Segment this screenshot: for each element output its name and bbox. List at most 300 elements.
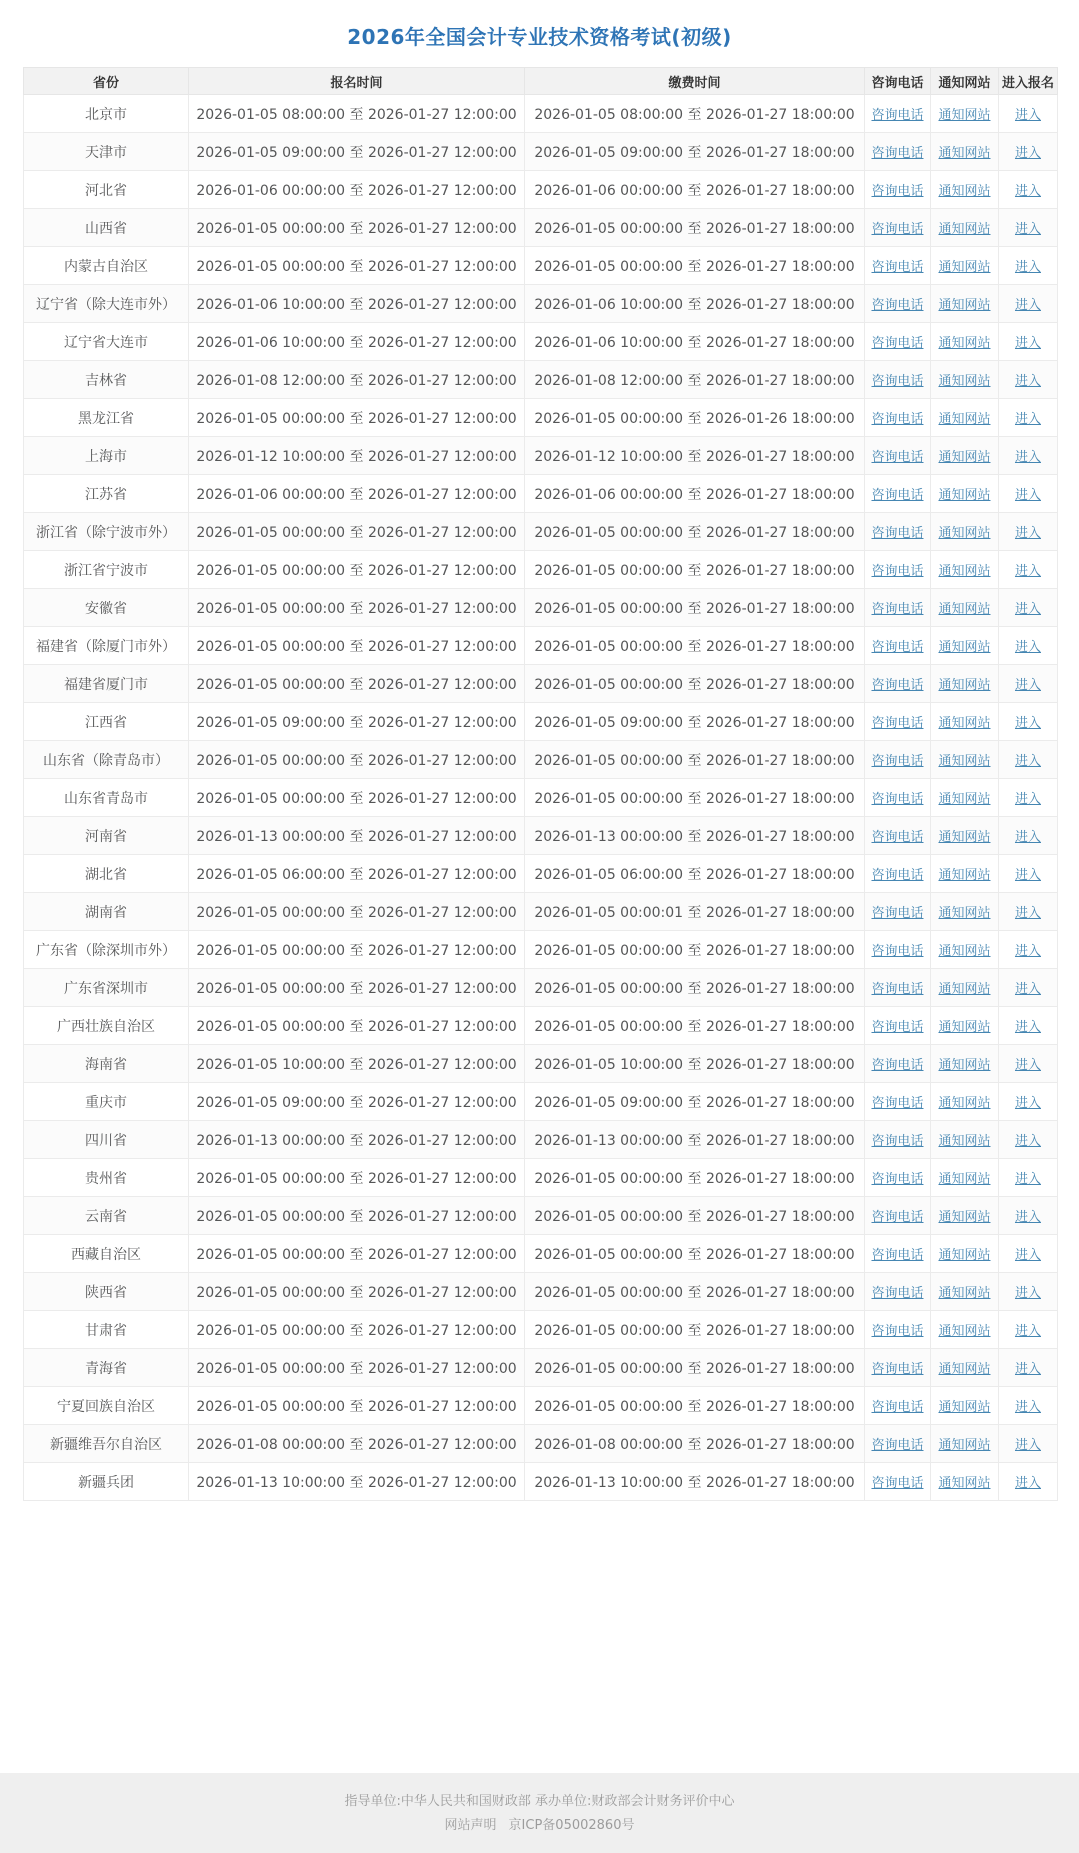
table-row: [24, 1083, 1058, 1121]
phone-link[interactable]: 咨询电话: [871, 1324, 924, 1339]
enter-cell: [999, 703, 1058, 741]
website-link[interactable]: 通知网站: [938, 298, 991, 313]
enter-cell: [999, 437, 1058, 475]
table-row: [24, 627, 1058, 665]
table-row: [24, 1235, 1058, 1273]
table-row: [24, 513, 1058, 551]
phone-link[interactable]: 咨询电话: [871, 374, 924, 389]
phone-cell: [865, 589, 931, 627]
phone-cell: [865, 551, 931, 589]
website-link[interactable]: 通知网站: [938, 1096, 991, 1111]
enter-link[interactable]: 进入: [1014, 146, 1041, 161]
phone-link[interactable]: 咨询电话: [871, 222, 924, 237]
phone-link[interactable]: 咨询电话: [871, 1096, 924, 1111]
phone-cell: [865, 209, 931, 247]
province-cell: 贵州省: [24, 1159, 189, 1197]
reg-time-cell: 2026-01-05 00:00:00 至 2026-01-27 12:00:00: [189, 1273, 525, 1311]
phone-link[interactable]: 咨询电话: [871, 906, 924, 921]
website-cell: [931, 1007, 999, 1045]
pay-time-cell: 2026-01-05 00:00:00 至 2026-01-27 18:00:00: [525, 627, 865, 665]
enter-cell: [999, 1463, 1058, 1501]
province-cell: 西藏自治区: [24, 1235, 189, 1273]
table-row: [24, 931, 1058, 969]
reg-time-cell: 2026-01-05 10:00:00 至 2026-01-27 12:00:00: [189, 1045, 525, 1083]
enter-link[interactable]: 进入: [1014, 1400, 1041, 1415]
phone-cell: [865, 1083, 931, 1121]
enter-link[interactable]: 进入: [1014, 1476, 1041, 1491]
website-link[interactable]: 通知网站: [938, 640, 991, 655]
enter-cell: [999, 969, 1058, 1007]
reg-time-cell: 2026-01-05 00:00:00 至 2026-01-27 12:00:00: [189, 931, 525, 969]
enter-link[interactable]: 进入: [1014, 222, 1041, 237]
phone-link[interactable]: 咨询电话: [871, 1476, 924, 1491]
province-cell: 福建省（除厦门市外）: [24, 627, 189, 665]
reg-time-cell: 2026-01-08 12:00:00 至 2026-01-27 12:00:00: [189, 361, 525, 399]
phone-link[interactable]: 咨询电话: [871, 640, 924, 655]
reg-time-cell: 2026-01-05 06:00:00 至 2026-01-27 12:00:00: [189, 855, 525, 893]
pay-time-cell: 2026-01-05 10:00:00 至 2026-01-27 18:00:00: [525, 1045, 865, 1083]
province-cell: 湖南省: [24, 893, 189, 931]
province-cell: 新疆兵团: [24, 1463, 189, 1501]
pay-time-cell: 2026-01-05 00:00:00 至 2026-01-27 18:00:00: [525, 513, 865, 551]
table-row: [24, 893, 1058, 931]
province-cell: 海南省: [24, 1045, 189, 1083]
pay-time-cell: 2026-01-06 00:00:00 至 2026-01-27 18:00:00: [525, 171, 865, 209]
enter-cell: [999, 95, 1058, 133]
website-cell: [931, 893, 999, 931]
table-row: [24, 817, 1058, 855]
phone-cell: [865, 1387, 931, 1425]
website-link[interactable]: 通知网站: [938, 1286, 991, 1301]
website-link[interactable]: 通知网站: [938, 450, 991, 465]
enter-link[interactable]: 进入: [1014, 1286, 1041, 1301]
enter-link[interactable]: 进入: [1014, 1172, 1041, 1187]
pay-time-cell: 2026-01-05 00:00:00 至 2026-01-27 18:00:00: [525, 779, 865, 817]
table-row: [24, 855, 1058, 893]
enter-cell: [999, 209, 1058, 247]
phone-cell: [865, 1235, 931, 1273]
enter-cell: [999, 1387, 1058, 1425]
website-cell: [931, 589, 999, 627]
phone-link[interactable]: 咨询电话: [871, 982, 924, 997]
phone-cell: [865, 133, 931, 171]
enter-cell: [999, 1197, 1058, 1235]
table-row: [24, 1463, 1058, 1501]
province-cell: 重庆市: [24, 1083, 189, 1121]
website-link[interactable]: 通知网站: [938, 602, 991, 617]
enter-link[interactable]: 进入: [1014, 260, 1041, 275]
pay-time-cell: 2026-01-05 00:00:00 至 2026-01-27 18:00:00: [525, 1349, 865, 1387]
website-cell: [931, 969, 999, 1007]
enter-cell: [999, 1425, 1058, 1463]
website-cell: [931, 1425, 999, 1463]
website-link[interactable]: 通知网站: [938, 944, 991, 959]
website-link[interactable]: 通知网站: [938, 792, 991, 807]
phone-link[interactable]: 咨询电话: [871, 792, 924, 807]
enter-link[interactable]: 进入: [1014, 792, 1041, 807]
province-cell: 广东省深圳市: [24, 969, 189, 1007]
reg-time-cell: 2026-01-05 00:00:00 至 2026-01-27 12:00:00: [189, 969, 525, 1007]
website-cell: [931, 1045, 999, 1083]
phone-link[interactable]: 咨询电话: [871, 260, 924, 275]
website-link[interactable]: 通知网站: [938, 526, 991, 541]
website-cell: [931, 817, 999, 855]
phone-link[interactable]: 咨询电话: [871, 412, 924, 427]
pay-time-cell: 2026-01-05 00:00:00 至 2026-01-26 18:00:00: [525, 399, 865, 437]
pay-time-cell: 2026-01-05 08:00:00 至 2026-01-27 18:00:00: [525, 95, 865, 133]
reg-time-cell: 2026-01-05 00:00:00 至 2026-01-27 12:00:00: [189, 551, 525, 589]
phone-cell: [865, 1349, 931, 1387]
phone-link[interactable]: 咨询电话: [871, 1210, 924, 1225]
province-cell: 辽宁省大连市: [24, 323, 189, 361]
province-cell: 吉林省: [24, 361, 189, 399]
phone-cell: [865, 247, 931, 285]
phone-link[interactable]: 咨询电话: [871, 488, 924, 503]
enter-cell: [999, 399, 1058, 437]
reg-time-cell: 2026-01-08 00:00:00 至 2026-01-27 12:00:00: [189, 1425, 525, 1463]
reg-time-cell: 2026-01-05 00:00:00 至 2026-01-27 12:00:00: [189, 1235, 525, 1273]
website-cell: [931, 1273, 999, 1311]
phone-cell: [865, 779, 931, 817]
phone-link[interactable]: 咨询电话: [871, 868, 924, 883]
site-statement-link[interactable]: 网站声明: [444, 1818, 497, 1833]
pay-time-cell: 2026-01-13 10:00:00 至 2026-01-27 18:00:00: [525, 1463, 865, 1501]
website-cell: [931, 855, 999, 893]
phone-link[interactable]: 咨询电话: [871, 184, 924, 199]
phone-link[interactable]: 咨询电话: [871, 564, 924, 579]
phone-cell: [865, 703, 931, 741]
phone-link[interactable]: 咨询电话: [871, 944, 924, 959]
enter-link[interactable]: 进入: [1014, 868, 1041, 883]
pay-time-cell: 2026-01-05 00:00:00 至 2026-01-27 18:00:00: [525, 969, 865, 1007]
enter-cell: [999, 741, 1058, 779]
phone-link[interactable]: 咨询电话: [871, 1286, 924, 1301]
website-cell: [931, 285, 999, 323]
header-phone: 咨询电话: [865, 68, 931, 95]
enter-cell: [999, 1159, 1058, 1197]
province-cell: 山东省青岛市: [24, 779, 189, 817]
header-website: 通知网站: [931, 68, 999, 95]
phone-link[interactable]: 咨询电话: [871, 830, 924, 845]
enter-cell: [999, 1273, 1058, 1311]
table-row: [24, 399, 1058, 437]
reg-time-cell: 2026-01-05 00:00:00 至 2026-01-27 12:00:00: [189, 665, 525, 703]
website-link[interactable]: 通知网站: [938, 412, 991, 427]
website-link[interactable]: 通知网站: [938, 222, 991, 237]
header-pay-time: 缴费时间: [525, 68, 865, 95]
website-link[interactable]: 通知网站: [938, 564, 991, 579]
phone-link[interactable]: 咨询电话: [871, 1020, 924, 1035]
enter-link[interactable]: 进入: [1014, 982, 1041, 997]
phone-cell: [865, 627, 931, 665]
phone-link[interactable]: 咨询电话: [871, 450, 924, 465]
enter-cell: [999, 475, 1058, 513]
pay-time-cell: 2026-01-05 00:00:00 至 2026-01-27 18:00:00: [525, 209, 865, 247]
phone-cell: [865, 1273, 931, 1311]
phone-link[interactable]: 咨询电话: [871, 298, 924, 313]
pay-time-cell: 2026-01-06 00:00:00 至 2026-01-27 18:00:00: [525, 475, 865, 513]
province-cell: 上海市: [24, 437, 189, 475]
website-cell: [931, 703, 999, 741]
website-link[interactable]: 通知网站: [938, 1438, 991, 1453]
pay-time-cell: 2026-01-05 00:00:00 至 2026-01-27 18:00:00: [525, 1235, 865, 1273]
website-link[interactable]: 通知网站: [938, 982, 991, 997]
enter-cell: [999, 1083, 1058, 1121]
reg-time-cell: 2026-01-05 00:00:00 至 2026-01-27 12:00:00: [189, 1349, 525, 1387]
website-cell: [931, 741, 999, 779]
table-row: [24, 209, 1058, 247]
enter-cell: [999, 1007, 1058, 1045]
enter-link[interactable]: 进入: [1014, 336, 1041, 351]
enter-cell: [999, 551, 1058, 589]
reg-time-cell: 2026-01-05 00:00:00 至 2026-01-27 12:00:00: [189, 741, 525, 779]
province-cell: 内蒙古自治区: [24, 247, 189, 285]
enter-cell: [999, 855, 1058, 893]
province-cell: 广东省（除深圳市外）: [24, 931, 189, 969]
exam-table-body: [24, 95, 1058, 1501]
enter-link[interactable]: 进入: [1014, 564, 1041, 579]
icp-number: 京ICP备05002860号: [508, 1818, 635, 1833]
website-cell: [931, 323, 999, 361]
reg-time-cell: 2026-01-05 00:00:00 至 2026-01-27 12:00:00: [189, 1311, 525, 1349]
table-row: [24, 475, 1058, 513]
pay-time-cell: 2026-01-05 00:00:00 至 2026-01-27 18:00:00: [525, 665, 865, 703]
pay-time-cell: 2026-01-05 00:00:00 至 2026-01-27 18:00:00: [525, 1007, 865, 1045]
province-cell: 山西省: [24, 209, 189, 247]
website-link[interactable]: 通知网站: [938, 754, 991, 769]
table-row: [24, 1159, 1058, 1197]
enter-link[interactable]: 进入: [1014, 412, 1041, 427]
website-cell: [931, 1463, 999, 1501]
website-link[interactable]: 通知网站: [938, 374, 991, 389]
phone-cell: [865, 1007, 931, 1045]
phone-cell: [865, 817, 931, 855]
table-row: [24, 1425, 1058, 1463]
province-cell: 甘肃省: [24, 1311, 189, 1349]
province-cell: 安徽省: [24, 589, 189, 627]
province-cell: 四川省: [24, 1121, 189, 1159]
enter-link[interactable]: 进入: [1014, 1362, 1041, 1377]
website-link[interactable]: 通知网站: [938, 336, 991, 351]
reg-time-cell: 2026-01-05 00:00:00 至 2026-01-27 12:00:00: [189, 513, 525, 551]
reg-time-cell: 2026-01-05 00:00:00 至 2026-01-27 12:00:00: [189, 893, 525, 931]
phone-cell: [865, 855, 931, 893]
phone-cell: [865, 1045, 931, 1083]
website-link[interactable]: 通知网站: [938, 1248, 991, 1263]
reg-time-cell: 2026-01-06 00:00:00 至 2026-01-27 12:00:00: [189, 171, 525, 209]
website-link[interactable]: 通知网站: [938, 1210, 991, 1225]
website-link[interactable]: 通知网站: [938, 906, 991, 921]
enter-cell: [999, 1121, 1058, 1159]
reg-time-cell: 2026-01-05 09:00:00 至 2026-01-27 12:00:00: [189, 133, 525, 171]
table-row: [24, 969, 1058, 1007]
phone-link[interactable]: 咨询电话: [871, 336, 924, 351]
phone-link[interactable]: 咨询电话: [871, 716, 924, 731]
reg-time-cell: 2026-01-13 10:00:00 至 2026-01-27 12:00:00: [189, 1463, 525, 1501]
phone-link[interactable]: 咨询电话: [871, 146, 924, 161]
phone-cell: [865, 1463, 931, 1501]
reg-time-cell: 2026-01-06 00:00:00 至 2026-01-27 12:00:00: [189, 475, 525, 513]
enter-cell: [999, 893, 1058, 931]
page-title: 2026年全国会计专业技术资格考试(初级): [347, 25, 732, 49]
enter-link[interactable]: 进入: [1014, 1058, 1041, 1073]
phone-cell: [865, 1159, 931, 1197]
website-cell: [931, 437, 999, 475]
table-row: [24, 1197, 1058, 1235]
phone-cell: [865, 893, 931, 931]
table-row: [24, 1045, 1058, 1083]
enter-link[interactable]: 进入: [1014, 298, 1041, 313]
enter-link[interactable]: 进入: [1014, 640, 1041, 655]
pay-time-cell: 2026-01-05 00:00:00 至 2026-01-27 18:00:00: [525, 931, 865, 969]
enter-link[interactable]: 进入: [1014, 1324, 1041, 1339]
phone-cell: [865, 323, 931, 361]
website-cell: [931, 513, 999, 551]
enter-link[interactable]: 进入: [1014, 678, 1041, 693]
header-reg-time: 报名时间: [189, 68, 525, 95]
enter-cell: [999, 931, 1058, 969]
page-footer: [0, 1773, 1079, 1853]
website-link[interactable]: 通知网站: [938, 1476, 991, 1491]
website-link[interactable]: 通知网站: [938, 1020, 991, 1035]
phone-link[interactable]: 咨询电话: [871, 754, 924, 769]
table-row: [24, 1349, 1058, 1387]
table-row: [24, 95, 1058, 133]
province-cell: 江西省: [24, 703, 189, 741]
pay-time-cell: 2026-01-05 09:00:00 至 2026-01-27 18:00:00: [525, 133, 865, 171]
reg-time-cell: 2026-01-05 00:00:00 至 2026-01-27 12:00:00: [189, 247, 525, 285]
website-cell: [931, 551, 999, 589]
table-row: [24, 133, 1058, 171]
website-cell: [931, 1083, 999, 1121]
province-cell: 河南省: [24, 817, 189, 855]
website-link[interactable]: 通知网站: [938, 868, 991, 883]
table-row: [24, 703, 1058, 741]
enter-cell: [999, 285, 1058, 323]
enter-link[interactable]: 进入: [1014, 602, 1041, 617]
province-cell: 山东省（除青岛市）: [24, 741, 189, 779]
enter-link[interactable]: 进入: [1014, 488, 1041, 503]
pay-time-cell: 2026-01-05 00:00:00 至 2026-01-27 18:00:00: [525, 1197, 865, 1235]
phone-link[interactable]: 咨询电话: [871, 1134, 924, 1149]
pay-time-cell: 2026-01-13 00:00:00 至 2026-01-27 18:00:00: [525, 817, 865, 855]
website-link[interactable]: 通知网站: [938, 1134, 991, 1149]
enter-link[interactable]: 进入: [1014, 716, 1041, 731]
enter-link[interactable]: 进入: [1014, 1210, 1041, 1225]
table-header: [24, 68, 1058, 95]
enter-link[interactable]: 进入: [1014, 450, 1041, 465]
phone-cell: [865, 969, 931, 1007]
phone-link[interactable]: 咨询电话: [871, 678, 924, 693]
enter-link[interactable]: 进入: [1014, 1248, 1041, 1263]
phone-link[interactable]: 咨询电话: [871, 1172, 924, 1187]
enter-link[interactable]: 进入: [1014, 184, 1041, 199]
table-row: [24, 171, 1058, 209]
website-cell: [931, 247, 999, 285]
reg-time-cell: 2026-01-05 09:00:00 至 2026-01-27 12:00:00: [189, 703, 525, 741]
enter-cell: [999, 589, 1058, 627]
province-cell: 云南省: [24, 1197, 189, 1235]
footer-units-line: 指导单位:中华人民共和国财政部 承办单位:财政部会计财务评价中心: [344, 1794, 735, 1809]
enter-cell: [999, 513, 1058, 551]
website-link[interactable]: 通知网站: [938, 1058, 991, 1073]
header-enter: 进入报名: [999, 68, 1058, 95]
table-row: [24, 779, 1058, 817]
reg-time-cell: 2026-01-05 00:00:00 至 2026-01-27 12:00:00: [189, 1007, 525, 1045]
phone-link[interactable]: 咨询电话: [871, 1058, 924, 1073]
phone-link[interactable]: 咨询电话: [871, 526, 924, 541]
enter-link[interactable]: 进入: [1014, 526, 1041, 541]
website-link[interactable]: 通知网站: [938, 1172, 991, 1187]
phone-cell: [865, 741, 931, 779]
phone-cell: [865, 931, 931, 969]
enter-link[interactable]: 进入: [1014, 1134, 1041, 1149]
enter-cell: [999, 247, 1058, 285]
website-link[interactable]: 通知网站: [938, 108, 991, 123]
province-cell: 江苏省: [24, 475, 189, 513]
website-link[interactable]: 通知网站: [938, 678, 991, 693]
enter-link[interactable]: 进入: [1014, 944, 1041, 959]
phone-link[interactable]: 咨询电话: [871, 1400, 924, 1415]
enter-link[interactable]: 进入: [1014, 754, 1041, 769]
province-cell: 辽宁省（除大连市外）: [24, 285, 189, 323]
pay-time-cell: 2026-01-05 00:00:00 至 2026-01-27 18:00:00: [525, 1387, 865, 1425]
website-link[interactable]: 通知网站: [938, 716, 991, 731]
website-link[interactable]: 通知网站: [938, 488, 991, 503]
pay-time-cell: 2026-01-06 10:00:00 至 2026-01-27 18:00:00: [525, 285, 865, 323]
website-cell: [931, 931, 999, 969]
enter-link[interactable]: 进入: [1014, 1438, 1041, 1453]
enter-link[interactable]: 进入: [1014, 906, 1041, 921]
enter-cell: [999, 1311, 1058, 1349]
pay-time-cell: 2026-01-05 00:00:00 至 2026-01-27 18:00:00: [525, 1311, 865, 1349]
enter-link[interactable]: 进入: [1014, 830, 1041, 845]
phone-link[interactable]: 咨询电话: [871, 1248, 924, 1263]
website-link[interactable]: 通知网站: [938, 1362, 991, 1377]
website-cell: [931, 171, 999, 209]
website-link[interactable]: 通知网站: [938, 1324, 991, 1339]
enter-link[interactable]: 进入: [1014, 374, 1041, 389]
website-link[interactable]: 通知网站: [938, 1400, 991, 1415]
enter-link[interactable]: 进入: [1014, 1020, 1041, 1035]
province-cell: 黑龙江省: [24, 399, 189, 437]
website-link[interactable]: 通知网站: [938, 146, 991, 161]
website-link[interactable]: 通知网站: [938, 830, 991, 845]
table-row: [24, 1273, 1058, 1311]
phone-link[interactable]: 咨询电话: [871, 1362, 924, 1377]
website-cell: [931, 361, 999, 399]
reg-time-cell: 2026-01-12 10:00:00 至 2026-01-27 12:00:00: [189, 437, 525, 475]
enter-link[interactable]: 进入: [1014, 1096, 1041, 1111]
phone-cell: [865, 1311, 931, 1349]
reg-time-cell: 2026-01-05 00:00:00 至 2026-01-27 12:00:00: [189, 589, 525, 627]
footer-legal-line: [0, 1814, 1079, 1838]
website-link[interactable]: 通知网站: [938, 184, 991, 199]
website-cell: [931, 475, 999, 513]
phone-link[interactable]: 咨询电话: [871, 108, 924, 123]
reg-time-cell: 2026-01-05 00:00:00 至 2026-01-27 12:00:00: [189, 627, 525, 665]
enter-link[interactable]: 进入: [1014, 108, 1041, 123]
website-cell: [931, 1159, 999, 1197]
phone-cell: [865, 285, 931, 323]
table-row: [24, 285, 1058, 323]
phone-link[interactable]: 咨询电话: [871, 1438, 924, 1453]
enter-cell: [999, 361, 1058, 399]
table-row: [24, 437, 1058, 475]
website-link[interactable]: 通知网站: [938, 260, 991, 275]
phone-link[interactable]: 咨询电话: [871, 602, 924, 617]
pay-time-cell: 2026-01-06 10:00:00 至 2026-01-27 18:00:00: [525, 323, 865, 361]
